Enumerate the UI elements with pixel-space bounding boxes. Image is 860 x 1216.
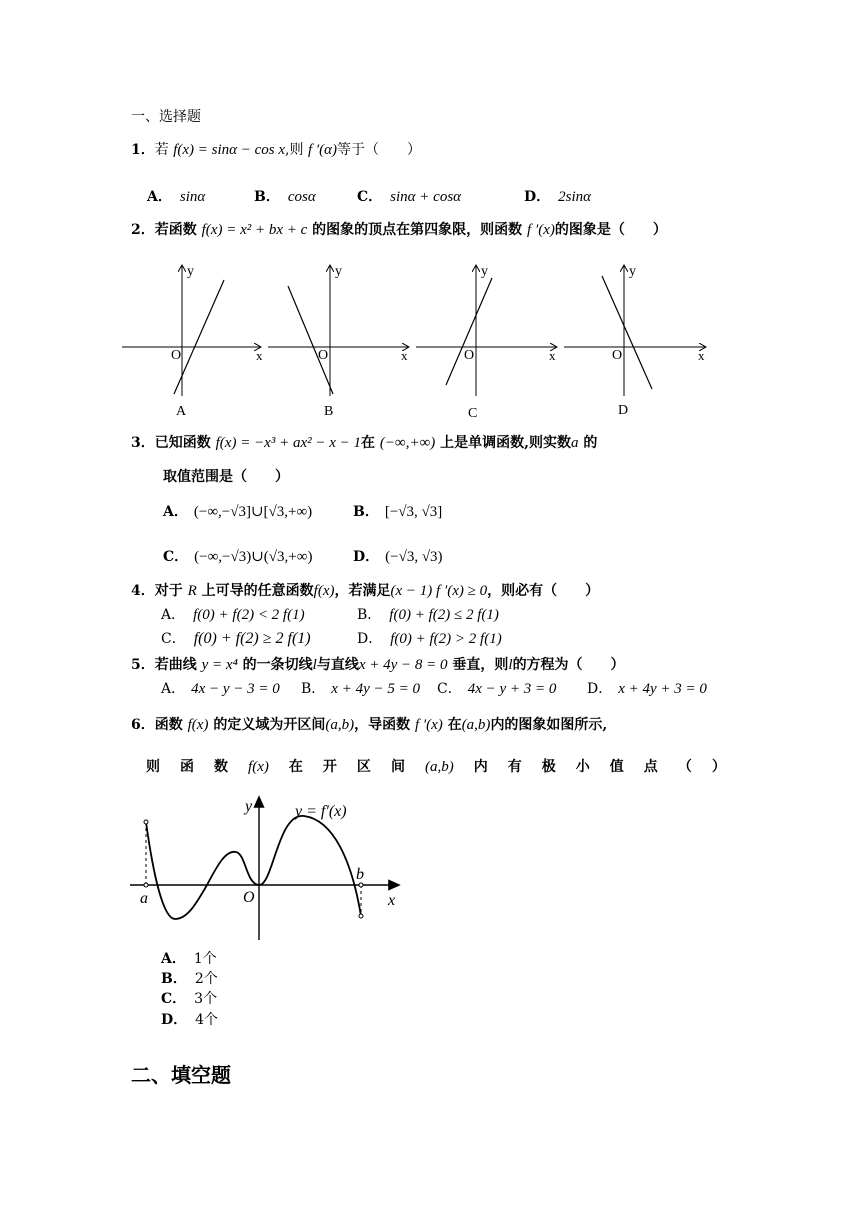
derivative-line [446, 278, 492, 385]
option-text: f(0) + f(2) < 2 f(1) [193, 607, 305, 623]
option-text: 2sinα [558, 189, 592, 205]
y-label: y [335, 264, 342, 279]
option-text: sinα + cosα [390, 189, 462, 205]
origin-label: O [612, 348, 623, 363]
option-letter: A． [161, 607, 186, 623]
stem-text: 与直线 [316, 657, 359, 673]
open-endpoint [144, 820, 148, 824]
question-6-stem-line2 [146, 758, 726, 776]
option-letter: A． [147, 189, 172, 205]
question-3-stem [131, 434, 597, 452]
option-b[interactable] [357, 606, 499, 624]
stem-char: 在 [288, 759, 303, 775]
formula: f(x) = x² + bx + c [201, 222, 308, 238]
question-number: 2． [131, 222, 155, 238]
q6-derivative-graph [128, 792, 408, 944]
option-text: [−√3, √3] [384, 504, 443, 520]
stem-char: 小 [575, 759, 590, 775]
stem-text: 的图象是（ ） [554, 222, 667, 238]
option-c[interactable] [161, 630, 311, 648]
option-text: (−∞,−√3)∪(√3,+∞) [194, 549, 313, 565]
y-label: y [187, 264, 194, 279]
stem-text: 对于 [154, 583, 183, 599]
option-letter: D． [587, 681, 613, 697]
option-letter: C． [357, 189, 383, 205]
stem-char: 内 [473, 759, 488, 775]
stem-text: 上是单调函数,则实数 [440, 435, 572, 451]
stem-char: 间 [390, 759, 405, 775]
stem-text: 若 [154, 142, 169, 158]
stem-char: 数 [214, 759, 229, 775]
stem-char: （ [677, 759, 692, 775]
graph-b [268, 264, 408, 419]
graph-letter: A [176, 404, 187, 419]
option-a[interactable] [161, 680, 280, 698]
question-number: 6． [131, 717, 155, 733]
stem-char: 区 [356, 759, 371, 775]
option-letter: B． [357, 607, 382, 623]
formula: f(x) [313, 583, 335, 599]
option-letter: C． [163, 549, 189, 565]
option-a[interactable] [161, 606, 305, 624]
formula: f(x) [187, 717, 209, 733]
origin-label: O [171, 348, 182, 363]
stem-text: ，则必有（ ） [487, 583, 600, 599]
formula: f ′(α) [307, 142, 338, 158]
derivative-line [288, 286, 333, 394]
variable: a [571, 435, 579, 451]
y-label: y [481, 264, 488, 279]
stem-char: 极 [541, 759, 556, 775]
formula: f(x) = −x³ + ax² − x − 1 [215, 435, 362, 451]
stem-text: 若曲线 [154, 657, 197, 673]
formula: f ′(x) [527, 222, 555, 238]
question-1-stem [131, 141, 421, 159]
y-label: y [245, 798, 253, 815]
option-a[interactable] [147, 188, 205, 206]
option-b[interactable] [301, 680, 420, 698]
a-label: a [140, 890, 148, 907]
question-number: 5． [131, 657, 155, 673]
derivative-line [602, 276, 652, 389]
stem-char: 开 [322, 759, 337, 775]
open-endpoint [359, 914, 363, 918]
formula: (−∞,+∞) [379, 435, 436, 451]
graph-d [564, 264, 705, 418]
stem-char: 有 [507, 759, 522, 775]
option-text: f(0) + f(2) > 2 f(1) [390, 631, 502, 647]
option-d[interactable] [357, 630, 502, 648]
graph-letter: D [618, 403, 629, 418]
variable: R [187, 583, 197, 599]
option-a[interactable] [163, 503, 312, 521]
stem-text: 等于（ ） [337, 142, 422, 158]
option-letter: B． [353, 504, 379, 520]
b-label: b [356, 866, 364, 883]
option-text: f(0) + f(2) ≤ 2 f(1) [389, 607, 499, 623]
formula: (a,b) [424, 759, 454, 775]
open-endpoint [144, 883, 148, 887]
option-text: cosα [287, 189, 316, 205]
option-c[interactable] [163, 548, 312, 566]
stem-text: ，若满足 [334, 583, 391, 599]
question-number: 3． [131, 435, 155, 451]
question-5-stem [131, 656, 625, 674]
stem-text: 若函数 [154, 222, 197, 238]
x-label: x [388, 892, 396, 909]
stem-text: ,则 [285, 142, 304, 158]
question-3-stem-line2: 取值范围是（ ） [163, 469, 289, 485]
option-text: 3个 [194, 991, 218, 1007]
option-b[interactable] [254, 188, 316, 206]
variable: l [508, 657, 513, 673]
option-letter: A． [161, 681, 186, 697]
option-text: 4x − y − 3 = 0 [191, 681, 280, 697]
formula: (x − 1) f ′(x) ≥ 0 [390, 583, 488, 599]
stem-char: 值 [609, 759, 624, 775]
question-6-stem [131, 716, 607, 734]
x-label: x [698, 348, 705, 363]
option-letter: D． [357, 631, 383, 647]
option-d[interactable] [161, 1011, 218, 1029]
stem-text: 在 [361, 435, 376, 451]
option-letter: C． [161, 631, 186, 647]
stem-char: 函 [180, 759, 195, 775]
formula: f ′(x) [414, 717, 443, 733]
stem-text: 的 [583, 435, 598, 451]
graph-letter: C [468, 406, 478, 421]
open-endpoint [359, 883, 363, 887]
origin-label: O [464, 348, 475, 363]
section-title: 二、填空题 [131, 1063, 231, 1087]
option-letter: B． [301, 681, 326, 697]
option-d[interactable] [524, 188, 591, 206]
option-letter: D． [524, 189, 551, 205]
stem-text: 的定义域为开区间 [213, 717, 326, 733]
stem-char: 点 [643, 759, 658, 775]
option-text: 4个 [195, 1012, 219, 1028]
section-title: 一、选择题 [131, 109, 201, 125]
stem-text: 内的图象如图所示, [490, 717, 608, 733]
option-text: 2个 [194, 971, 218, 987]
x-label: x [256, 348, 263, 363]
stem-text: 的图象的顶点在第四象限，则函数 [312, 222, 523, 238]
option-text: f(0) + f(2) ≥ 2 f(1) [193, 630, 311, 647]
formula: f(x) [248, 759, 269, 775]
y-label: y [629, 264, 636, 279]
formula: f(x) = sinα − cos x [173, 142, 286, 158]
stem-char: 则 [146, 759, 160, 775]
stem-text: 的一条切线 [242, 657, 313, 673]
graph-c [416, 264, 556, 421]
q2-graphs [120, 258, 710, 428]
option-a[interactable] [161, 950, 217, 968]
option-letter: C． [161, 991, 187, 1007]
question-4-stem [131, 582, 599, 600]
stem-text: 函数 [154, 717, 183, 733]
curve-label: y = f′(x) [295, 803, 347, 820]
option-text: 4x − y + 3 = 0 [467, 681, 557, 697]
option-b[interactable] [353, 503, 442, 521]
option-text: (−√3, √3) [385, 549, 443, 565]
variable: l [312, 657, 317, 673]
option-text: x + 4y − 5 = 0 [331, 681, 420, 697]
stem-text: 在 [447, 717, 462, 733]
option-letter: D． [161, 1012, 188, 1028]
option-text: 1个 [193, 951, 217, 967]
option-letter: A． [161, 951, 186, 967]
graph-letter: B [324, 404, 334, 419]
formula: y = x⁴ [201, 657, 238, 673]
graph-a [122, 264, 263, 419]
stem-text: ，导函数 [354, 717, 411, 733]
option-letter: C． [437, 681, 462, 697]
question-number: 4． [131, 583, 155, 599]
option-c[interactable] [437, 680, 556, 698]
option-b[interactable] [161, 970, 218, 988]
option-c[interactable] [357, 188, 461, 206]
option-letter: D． [353, 549, 380, 565]
origin-label: O [243, 889, 255, 906]
stem-text: 已知函数 [154, 435, 211, 451]
option-text: x + 4y + 3 = 0 [618, 681, 707, 697]
option-text: (−∞,−√3]∪[√3,+∞) [193, 504, 313, 520]
stem-char: ） [711, 759, 726, 775]
stem-text: 上可导的任意函数 [201, 583, 314, 599]
question-number: 1． [131, 142, 155, 158]
formula: x + 4y − 8 = 0 [358, 657, 448, 673]
formula: (a,b) [461, 717, 491, 733]
formula: (a,b) [325, 717, 355, 733]
stem-text: 的方程为（ ） [512, 657, 625, 673]
question-2-stem [131, 221, 667, 239]
option-text: sinα [179, 189, 206, 205]
option-letter: A． [163, 504, 188, 520]
x-label: x [549, 348, 556, 363]
x-label: x [401, 348, 408, 363]
origin-label: O [318, 348, 329, 363]
option-d[interactable] [353, 548, 443, 566]
stem-text: 垂直，则 [452, 657, 509, 673]
option-letter: B． [161, 971, 187, 987]
option-letter: B． [254, 189, 280, 205]
option-c[interactable] [161, 990, 217, 1008]
option-d[interactable] [587, 680, 707, 698]
